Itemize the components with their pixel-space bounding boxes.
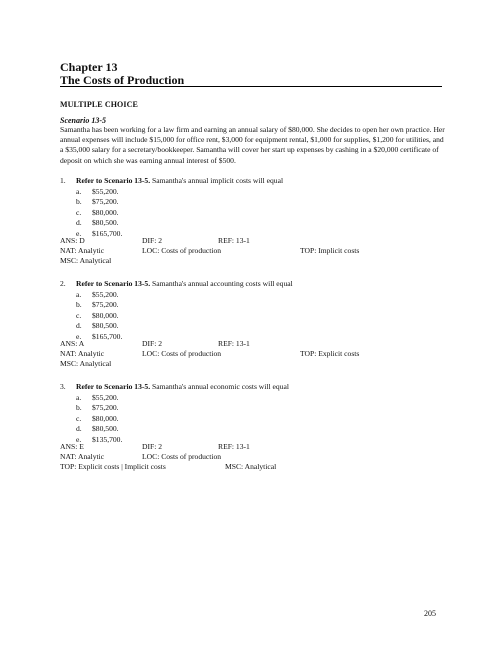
question-reference: Refer to Scenario 13-5. xyxy=(76,279,151,288)
option-value: $165,700. xyxy=(92,331,123,341)
nat-tag: NAT: Analytic xyxy=(60,452,105,461)
option-value: $80,000. xyxy=(92,310,119,320)
answer-key: ANS: D xyxy=(60,236,85,245)
option-letter: d. xyxy=(76,321,82,330)
chapter-title: Chapter 13 xyxy=(60,60,118,74)
question-reference: Refer to Scenario 13-5. xyxy=(76,382,151,391)
option-letter: c. xyxy=(76,310,82,320)
option-value: $55,200. xyxy=(92,289,119,299)
option-letter: b. xyxy=(76,197,82,206)
question-number: 2. xyxy=(60,279,66,288)
question-text: Samantha's annual implicit costs will equal xyxy=(150,176,284,185)
question-text: Samantha's annual accounting costs will equal xyxy=(150,279,293,288)
option-value: $75,200. xyxy=(92,403,119,412)
option-letter: e. xyxy=(76,331,82,341)
title-divider xyxy=(60,86,442,87)
option-value: $165,700. xyxy=(92,228,123,238)
answer-key: ANS: E xyxy=(60,442,84,451)
option-value: $80,500. xyxy=(92,424,119,433)
reference: REF: 13-1 xyxy=(218,339,250,348)
option-letter: b. xyxy=(76,300,82,309)
page-number: 205 xyxy=(424,609,436,618)
answer-key: ANS: A xyxy=(60,339,85,348)
msc-tag: MSC: Analytical xyxy=(225,462,277,471)
top-tag: TOP: Implicit costs xyxy=(300,246,360,255)
question-text: Samantha's annual economic costs will equal xyxy=(150,382,289,391)
option-letter: b. xyxy=(76,403,82,412)
option-value: $80,000. xyxy=(92,413,119,423)
option-letter: d. xyxy=(76,424,82,433)
difficulty: DIF: 2 xyxy=(142,339,163,348)
top-tag: TOP: Explicit costs xyxy=(300,349,360,358)
loc-tag: LOC: Costs of production xyxy=(142,349,222,358)
question-stem xyxy=(76,279,293,289)
option-value: $80,500. xyxy=(92,218,119,227)
option-value: $55,200. xyxy=(92,392,119,402)
option-letter: a. xyxy=(76,186,82,196)
option-value: $75,200. xyxy=(92,197,119,206)
nat-tag: NAT: Analytic xyxy=(60,349,105,358)
option-letter: c. xyxy=(76,413,82,423)
difficulty: DIF: 2 xyxy=(142,236,163,245)
difficulty: DIF: 2 xyxy=(142,442,163,451)
option-value: $80,500. xyxy=(92,321,119,330)
chapter-subtitle: The Costs of Production xyxy=(60,73,185,87)
section-heading: MULTIPLE CHOICE xyxy=(60,100,138,109)
loc-tag: LOC: Costs of production xyxy=(142,246,222,255)
loc-tag: LOC: Costs of production xyxy=(142,452,222,461)
option-value: $55,200. xyxy=(92,186,119,196)
option-letter: e. xyxy=(76,228,82,238)
reference: REF: 13-1 xyxy=(218,442,250,451)
top-tag: TOP: Explicit costs | Implicit costs xyxy=(60,462,166,471)
option-letter: c. xyxy=(76,207,82,217)
question-number: 3. xyxy=(60,382,66,391)
option-value: $75,200. xyxy=(92,300,119,309)
msc-tag: MSC: Analytical xyxy=(60,359,112,368)
question-stem xyxy=(76,176,283,186)
question-stem xyxy=(76,382,289,392)
question-reference: Refer to Scenario 13-5. xyxy=(76,176,151,185)
msc-tag: MSC: Analytical xyxy=(60,256,112,265)
question-number: 1. xyxy=(60,176,66,185)
scenario-text: Samantha has been working for a law firm and earning an annual salary of $80,000. She decides to open her own practice. Her annual expenses will include $15,000 for office rent, $3,000 for equipment rental, $1,000 for supplies, $1,200 for utilities, and a $35,000 salary for a secretary/bookkeeper. Samantha will cover her start up expenses by cashing in a $20,000 certificate of deposit on which she was earning annual interest of $500. xyxy=(60,125,445,165)
option-value: $80,000. xyxy=(92,207,119,217)
option-letter: d. xyxy=(76,218,82,227)
reference: REF: 13-1 xyxy=(218,236,250,245)
scenario-title: Scenario 13-5 xyxy=(60,116,106,125)
option-value: $135,700. xyxy=(92,434,123,444)
option-letter: a. xyxy=(76,392,82,402)
option-letter: a. xyxy=(76,289,82,299)
option-letter: e. xyxy=(76,434,82,444)
nat-tag: NAT: Analytic xyxy=(60,246,105,255)
